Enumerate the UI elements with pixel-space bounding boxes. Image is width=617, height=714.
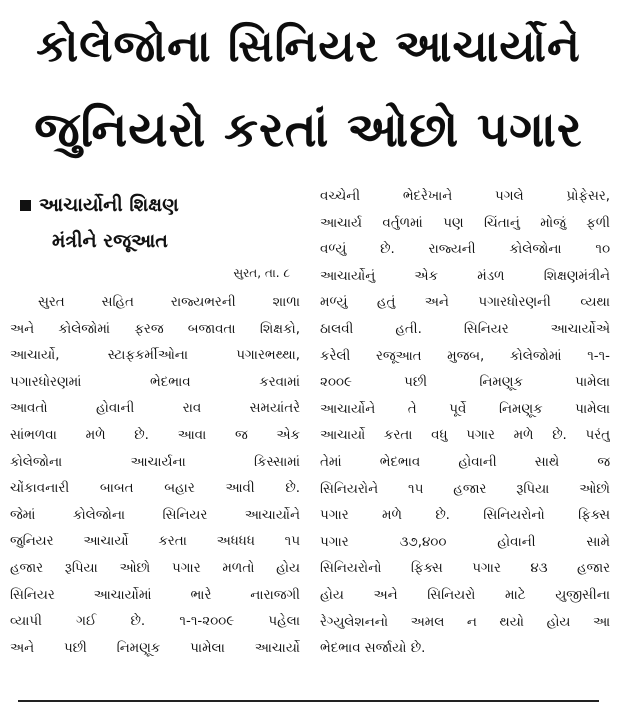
subheading-text-1: આચાર્યોની શિક્ષણ xyxy=(39,194,179,216)
article-line: રેગ્યુલેશનનો અમલ ન થયો હોય આ xyxy=(320,614,610,630)
article-line: હોય અને સિનિયરો માટે યુજીસીના xyxy=(320,587,610,603)
article-line: સુરત સહિત રાજ્યભરની શાળા xyxy=(38,295,300,310)
article-line: કોલેજોના આચાર્યના કિસ્સામાં xyxy=(10,454,300,470)
article-line: જુનિયર આચાર્યો કરતા અધધધ ૧૫ xyxy=(10,534,300,550)
bullet-square-icon xyxy=(20,200,31,211)
article-line: આચાર્યોને તે પૂર્વે નિમણૂક પામેલા xyxy=(320,401,610,417)
article-line: કરેલી રજૂઆત મુજબ, કોલેજોમાં ૧-૧- xyxy=(320,348,610,364)
article-line: સિનિયર આચાર્યોમાં ભારે નારાજગી xyxy=(10,587,300,603)
article-line: ચોંકાવનારી બાબત બહાર આવી છે. xyxy=(10,481,300,497)
article-line: અને પછી નિમણૂક પામેલા આચાર્યો xyxy=(10,640,300,656)
article-line: મળ્યું હતું અને પગારધોરણની વ્યથા xyxy=(320,295,610,311)
dateline: સુરત, તા. ૮ xyxy=(233,266,290,280)
article-line: પગાર ૩૭,૪૦૦ હોવાની સામે xyxy=(320,534,610,550)
article-line: હજાર રૂપિયા ઓછો પગાર મળતો હોય xyxy=(10,560,300,576)
article-line: આચાર્યો, સ્ટાફકર્મીઓના પગારભથ્થા, xyxy=(10,348,300,364)
article-right-column xyxy=(320,184,610,663)
article-line: ભેદભાવ સર્જાયો છે. xyxy=(320,641,426,657)
article-line: પગારધોરણમાં ભેદભાવ કરવામાં xyxy=(10,374,300,390)
article-line: આચાર્ય વર્તુળમાં પણ ચિંતાનું મોજું ફળી xyxy=(320,215,610,231)
article-line: પગાર મળે છે. સિનિયરોનો ફિક્સ xyxy=(320,508,610,524)
headline-line-2: જુનિયરો કરતાં ઓછો પગાર xyxy=(34,102,583,158)
article-line: તેમાં ભેદભાવ હોવાની સાથે જ xyxy=(320,454,610,470)
bottom-divider xyxy=(18,700,599,702)
headline-line-1: કોલેજોના સિનિયર આચાર્યોને xyxy=(36,21,581,72)
subheading-line-1 xyxy=(20,190,290,220)
article-line: ૨૦૦૯ પછી નિમણૂક પામેલા xyxy=(320,375,610,391)
article-line: આવતો હોવાની રાવ સમયાંતરે xyxy=(10,401,300,417)
article-line: આચાર્યોનું એક મંડળ શિક્ષણમંત્રીને xyxy=(320,268,610,284)
subheading-line-2: મંત્રીને રજૂઆત xyxy=(52,230,168,252)
article-line: આચાર્યો કરતા વધુ પગાર મળે છે. પરંતુ xyxy=(320,428,610,444)
article-line: વચ્ચેની ભેદરેખાને પગલે પ્રોફેસર, xyxy=(320,189,610,204)
article-line: ઠાલવી હતી. સિનિયર આચાર્યોએ xyxy=(320,321,610,337)
article-line: વ્યાપી ગઈ છે. ૧-૧-૨૦૦૯ પહેલા xyxy=(10,614,300,630)
article-line: વળ્યું છે. રાજ્યની કોલેજોના ૧૦ xyxy=(320,242,610,258)
article-line: સાંભળવા મળે છે. આવા જ એક xyxy=(10,427,300,443)
article-line: સિનિયરોને ૧૫ હજાર રૂપિયા ઓછો xyxy=(320,481,610,497)
article-line: સિનિયરોનો ફિક્સ પગાર ૪૩ હજાર xyxy=(320,561,610,577)
article-line: અને કોલેજોમાં ફરજ બજાવતા શિક્ષકો, xyxy=(10,321,300,337)
article-line: જેમાં કોલેજોના સિનિયર આચાર્યોને xyxy=(10,507,300,523)
article-left-column xyxy=(10,290,300,662)
